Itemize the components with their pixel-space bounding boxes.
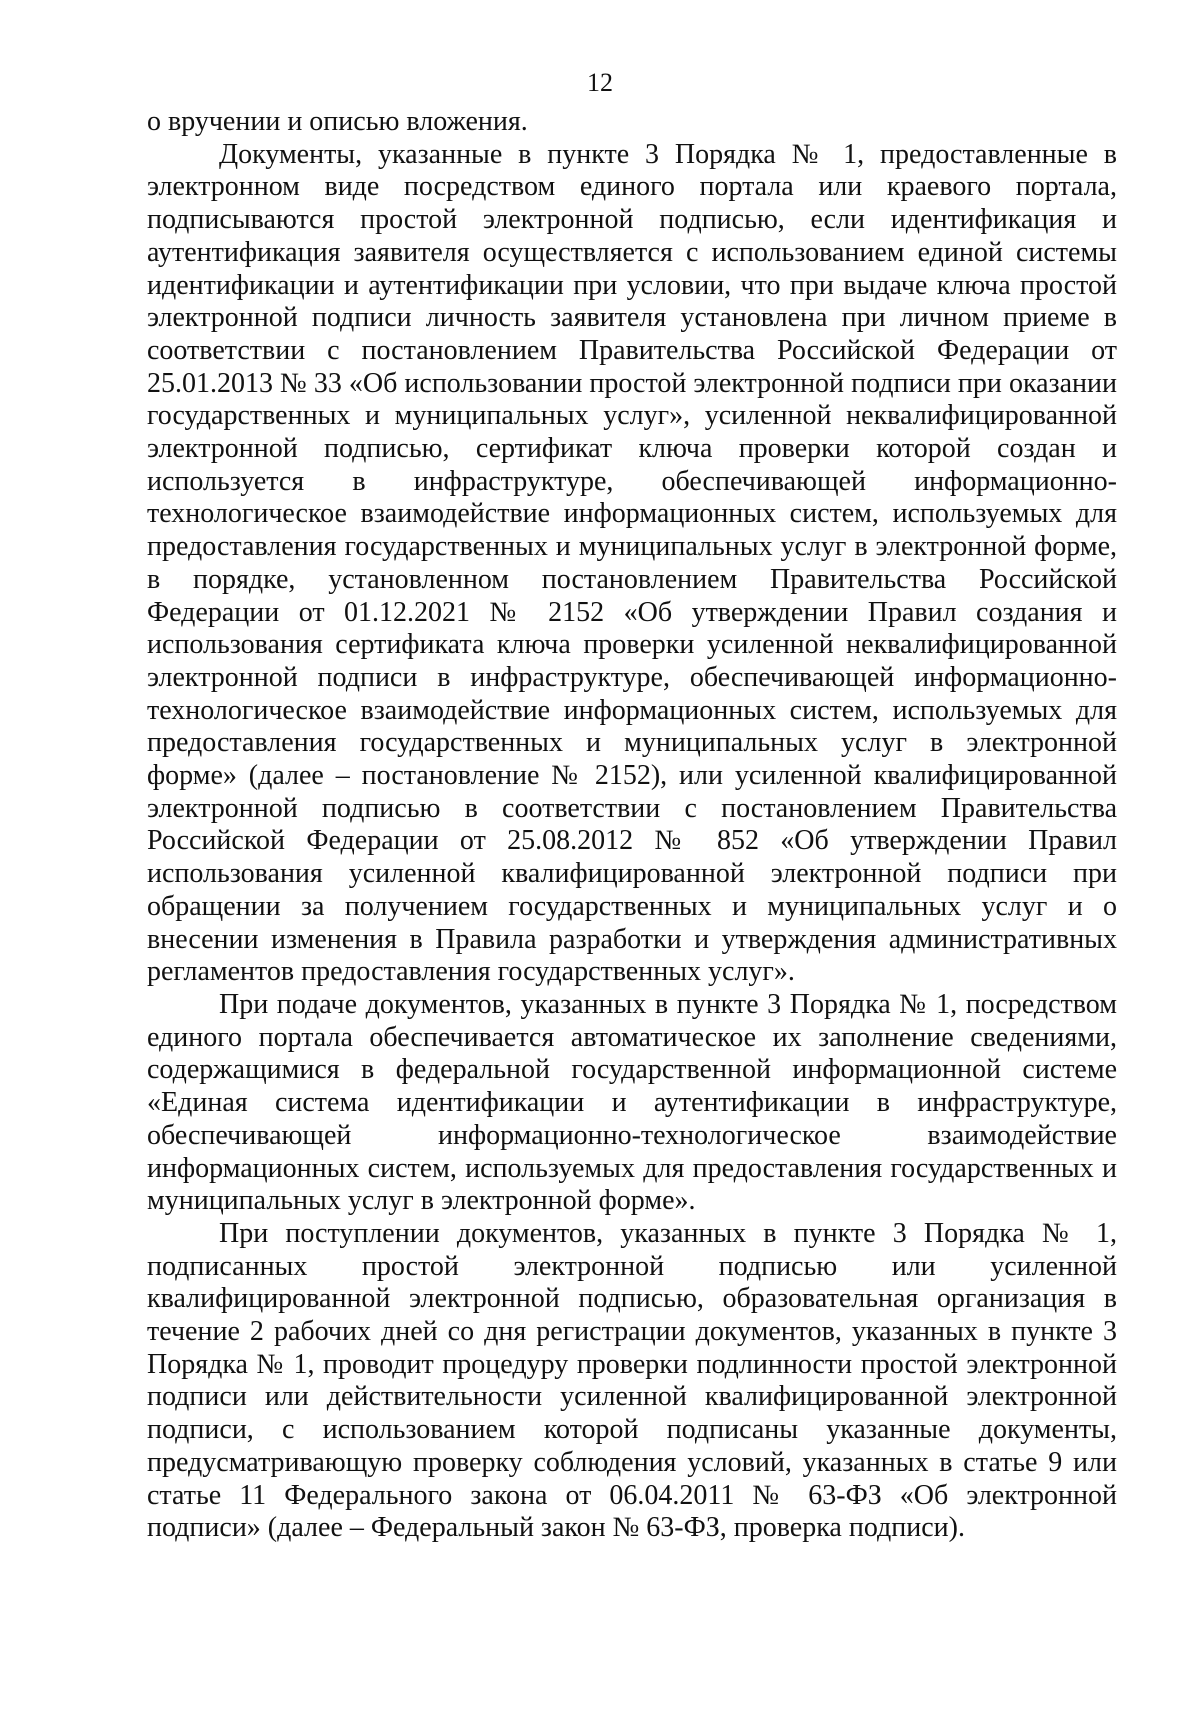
page-number: 12 [587, 68, 613, 97]
paragraph-signature-check: При поступлении документов, указанных в пункте 3 Порядка № 1, подписанных простой электронной подписью или усиленной квалифицированной электронной подписью, образовательная организация в течение 2 рабочих дней со дня регистрации документов, указанных в пункте 3 Порядка № 1, проводит процедуру проверки подлинности простой электронной подписи или действительности усиленной квалифицированной электронной подписи, с использованием которой подписаны указанные документы, предусматривающую проверку соблюдения условий, указанных в статье 9 или статье 11 Федерального закона от 06.04.2011 № 63-ФЗ «Об электронной подписи» (далее – Федеральный закон № 63-ФЗ, проверка подписи). [147, 1217, 1117, 1544]
paragraph-continuation: о вручении и описью вложения. [147, 106, 528, 137]
paragraph-auto-fill: При подаче документов, указанных в пункте 3 Порядка № 1, посредством единого портала обеспечивается автоматическое их заполнение сведениями, содержащимися в федеральной государственной информационной системе «Единая система идентификации и аутентификации в инфраструктуре, обеспечивающей информационно-технологическое взаимодействие информационных систем, используемых для предоставления государственных и муниципальных услуг в электронной форме». [147, 988, 1117, 1217]
paragraph-signature-types: Документы, указанные в пункте 3 Порядка № 1, предоставленные в электронном виде посредством единого портала или краевого портала, подписываются простой электронной подписью, если идентификация и аутентификация заявителя осуществляется с использованием единой системы идентификации и аутентификации при условии, что при выдаче ключа простой электронной подписи личность заявителя установлена при личном приеме в соответствии с постановлением Правительства Российской Федерации от 25.01.2013 № 33 «Об использовании простой электронной подписи при оказании государственных и муниципальных услуг», усиленной неквалифицированной электронной подписью, сертификат ключа проверки которой создан и используется в инфраструктуре, обеспечивающей информационно-технологическое взаимодействие информационных систем, используемых для предоставления государственных и муниципальных услуг в электронной форме, в порядке, установленном постановлением Правительства Российской Федерации от 01.12.2021 № 2152 «Об утверждении Правил создания и использования сертификата ключа проверки усиленной неквалифицированной электронной подписи в инфраструктуре, обеспечивающей информационно-технологическое взаимодействие информационных систем, используемых для предоставления государственных и муниципальных услуг в электронной форме» (далее – постановление № 2152), или усиленной квалифицированной электронной подписью в соответствии с постановлением Правительства Российской Федерации от 25.08.2012 № 852 «Об утверждении Правил использования усиленной квалифицированной электронной подписи при обращении за получением государственных и муниципальных услуг и о внесении изменения в Правила разработки и утверждения административных регламентов предоставления государственных услуг». [147, 138, 1117, 988]
document-body [147, 106, 1117, 1545]
